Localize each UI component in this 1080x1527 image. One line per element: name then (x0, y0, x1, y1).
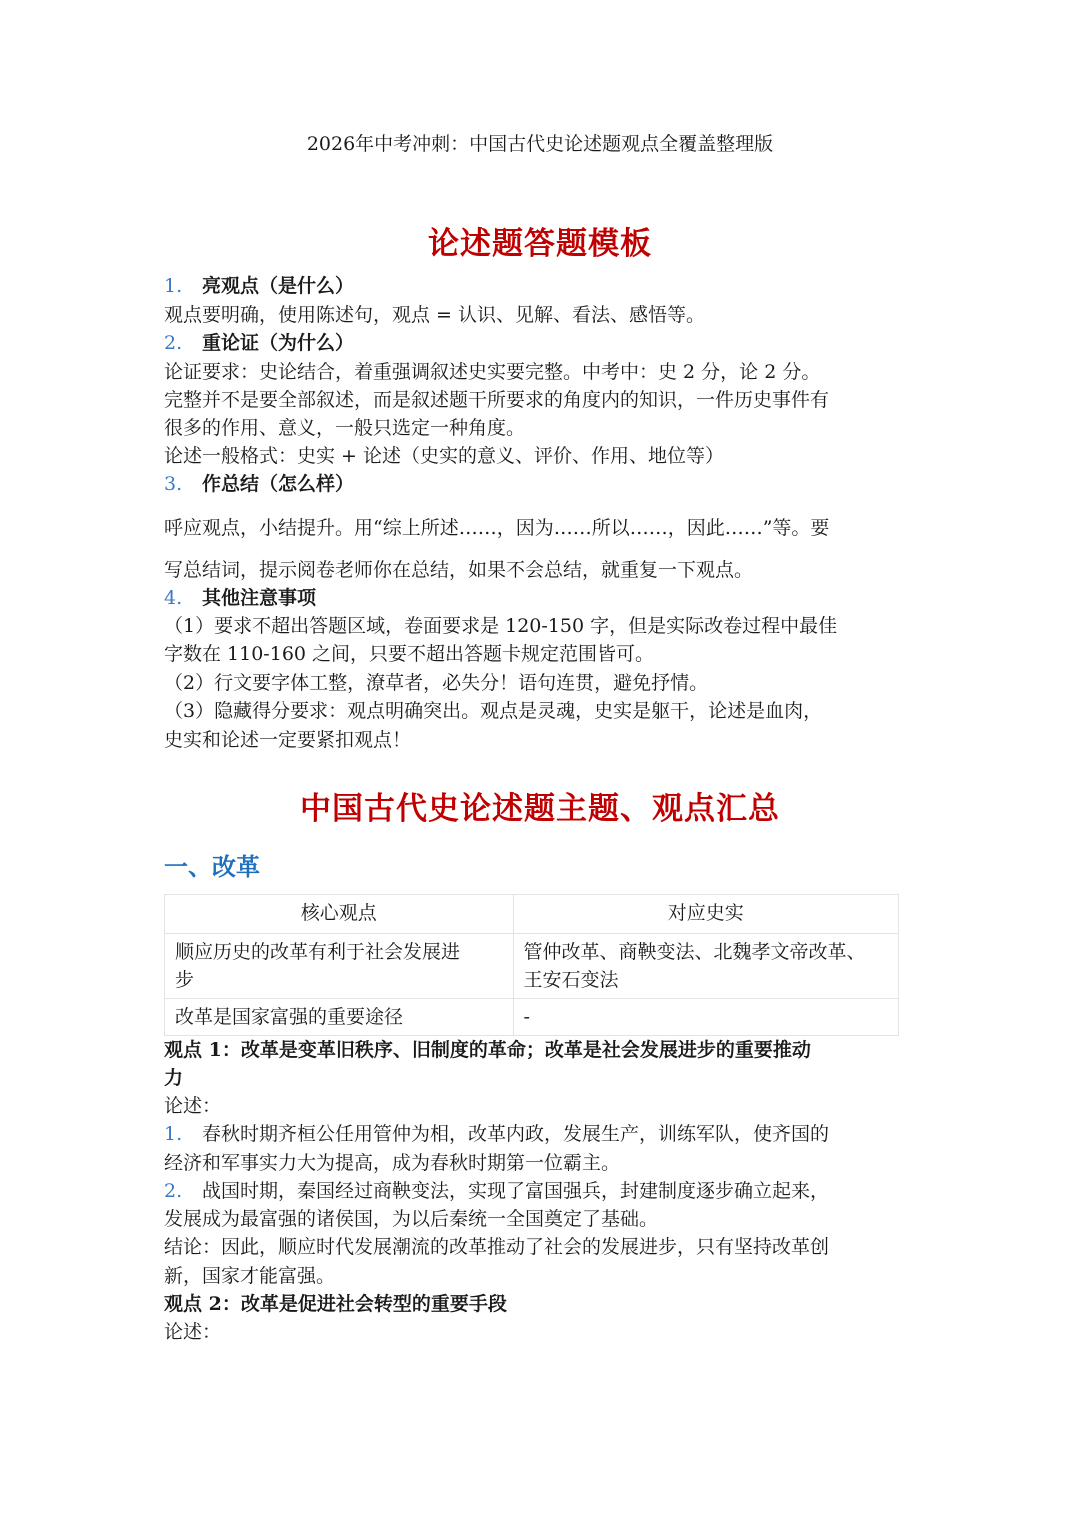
cell-line: 改革是国家富强的重要途径 (175, 1006, 404, 1028)
argument-point-2 (164, 1177, 916, 1205)
item-title: 亮观点（是什么） (202, 275, 355, 297)
template-item-2 (164, 329, 916, 357)
template-item-3 (164, 470, 916, 498)
item-4-line: 史实和论述一定要紧扣观点！ (164, 729, 412, 751)
viewpoint-1-line: 观点 1：改革是变革旧秩序、旧制度的革命；改革是社会发展进步的重要推动 (164, 1039, 811, 1061)
table-row (165, 934, 899, 999)
summary-heading: 中国古代史论述题主题、观点汇总 (300, 791, 780, 827)
table-cell (165, 934, 514, 999)
table-header-row (165, 895, 899, 934)
table-cell (165, 999, 514, 1036)
item-title: 其他注意事项 (202, 587, 317, 609)
item-title: 重论证（为什么） (202, 332, 355, 354)
item-2-line: 论证要求：史论结合，着重强调叙述史实要完整。中考中：史 2 分，论 2 分。 (164, 361, 821, 383)
template-item-1 (164, 272, 916, 300)
table-cell (513, 999, 899, 1036)
argument-point-2-cont: 发展成为最富强的诸侯国，为以后秦统一全国奠定了基础。 (164, 1208, 659, 1230)
argument-point-1-cont: 经济和军事实力大为提高，成为春秋时期第一位霸主。 (164, 1152, 621, 1174)
template-item-4 (164, 584, 916, 612)
item-3-line: 写总结词，提示阅卷老师你在总结，如果不会总结，就重复一下观点。 (164, 559, 754, 581)
item-number: 4. (164, 587, 183, 609)
section-title-reform: 一、改革 (164, 852, 260, 881)
point-number: 2. (164, 1180, 183, 1202)
table-header: 对应史实 (513, 895, 899, 934)
document-title: 2026年中考冲刺：中国古代史论述题观点全覆盖整理版 (306, 133, 774, 155)
cell-line: 管仲改革、商鞅变法、北魏孝文帝改革、 (523, 941, 866, 963)
item-1-text: 观点要明确，使用陈述句，观点 = 认识、见解、看法、感悟等。 (164, 304, 706, 326)
item-number: 3. (164, 473, 183, 495)
viewpoint-2-title: 观点 2：改革是促进社会转型的重要手段 (164, 1293, 507, 1315)
item-4-line: （2）行文要字体工整，潦草者，必失分！语句连贯，避免抒情。 (164, 672, 709, 694)
item-3-line: 呼应观点，小结提升。用“综上所述……，因为……所以……，因此……”等。要 (164, 517, 830, 539)
table-cell (513, 934, 899, 999)
template-heading: 论述题答题模板 (428, 226, 652, 262)
point-text: 战国时期，秦国经过商鞅变法，实现了富国强兵，封建制度逐步确立起来， (202, 1180, 830, 1202)
argument-point-1 (164, 1120, 916, 1148)
item-2-line: 论述一般格式：史实 + 论述（史实的意义、评价、作用、地位等） (164, 445, 725, 467)
viewpoint-table (164, 894, 899, 1036)
argue-label: 论述： (164, 1095, 222, 1117)
table-row (165, 999, 899, 1036)
table-header: 核心观点 (165, 895, 514, 934)
item-2-line: 很多的作用、意义，一般只选定一种角度。 (164, 417, 526, 439)
viewpoint-1-line: 力 (164, 1067, 184, 1089)
item-4-line: （3）隐藏得分要求：观点明确突出。观点是灵魂，史实是躯干，论述是血肉， (164, 700, 823, 722)
conclusion-line: 新，国家才能富强。 (164, 1265, 336, 1287)
item-title: 作总结（怎么样） (202, 473, 355, 495)
item-4-line: （1）要求不超出答题区域，卷面要求是 120-150 字，但是实际改卷过程中最佳 (164, 615, 838, 637)
item-number: 1. (164, 275, 183, 297)
cell-line: 步 (175, 969, 195, 991)
argue-label-2: 论述： (164, 1321, 222, 1343)
cell-line: 顺应历史的改革有利于社会发展进 (175, 941, 461, 963)
point-number: 1. (164, 1123, 183, 1145)
item-4-line: 字数在 110-160 之间，只要不超出答题卡规定范围皆可。 (164, 643, 655, 665)
point-text: 春秋时期齐桓公任用管仲为相，改革内政，发展生产，训练军队，使齐国的 (202, 1123, 830, 1145)
item-number: 2. (164, 332, 183, 354)
conclusion-line: 结论：因此，顺应时代发展潮流的改革推动了社会的发展进步，只有坚持改革创 (164, 1236, 830, 1258)
item-2-line: 完整并不是要全部叙述，而是叙述题干所要求的角度内的知识，一件历史事件有 (164, 389, 830, 411)
cell-line: 王安石变法 (523, 969, 619, 991)
cell-line: - (523, 1006, 530, 1028)
